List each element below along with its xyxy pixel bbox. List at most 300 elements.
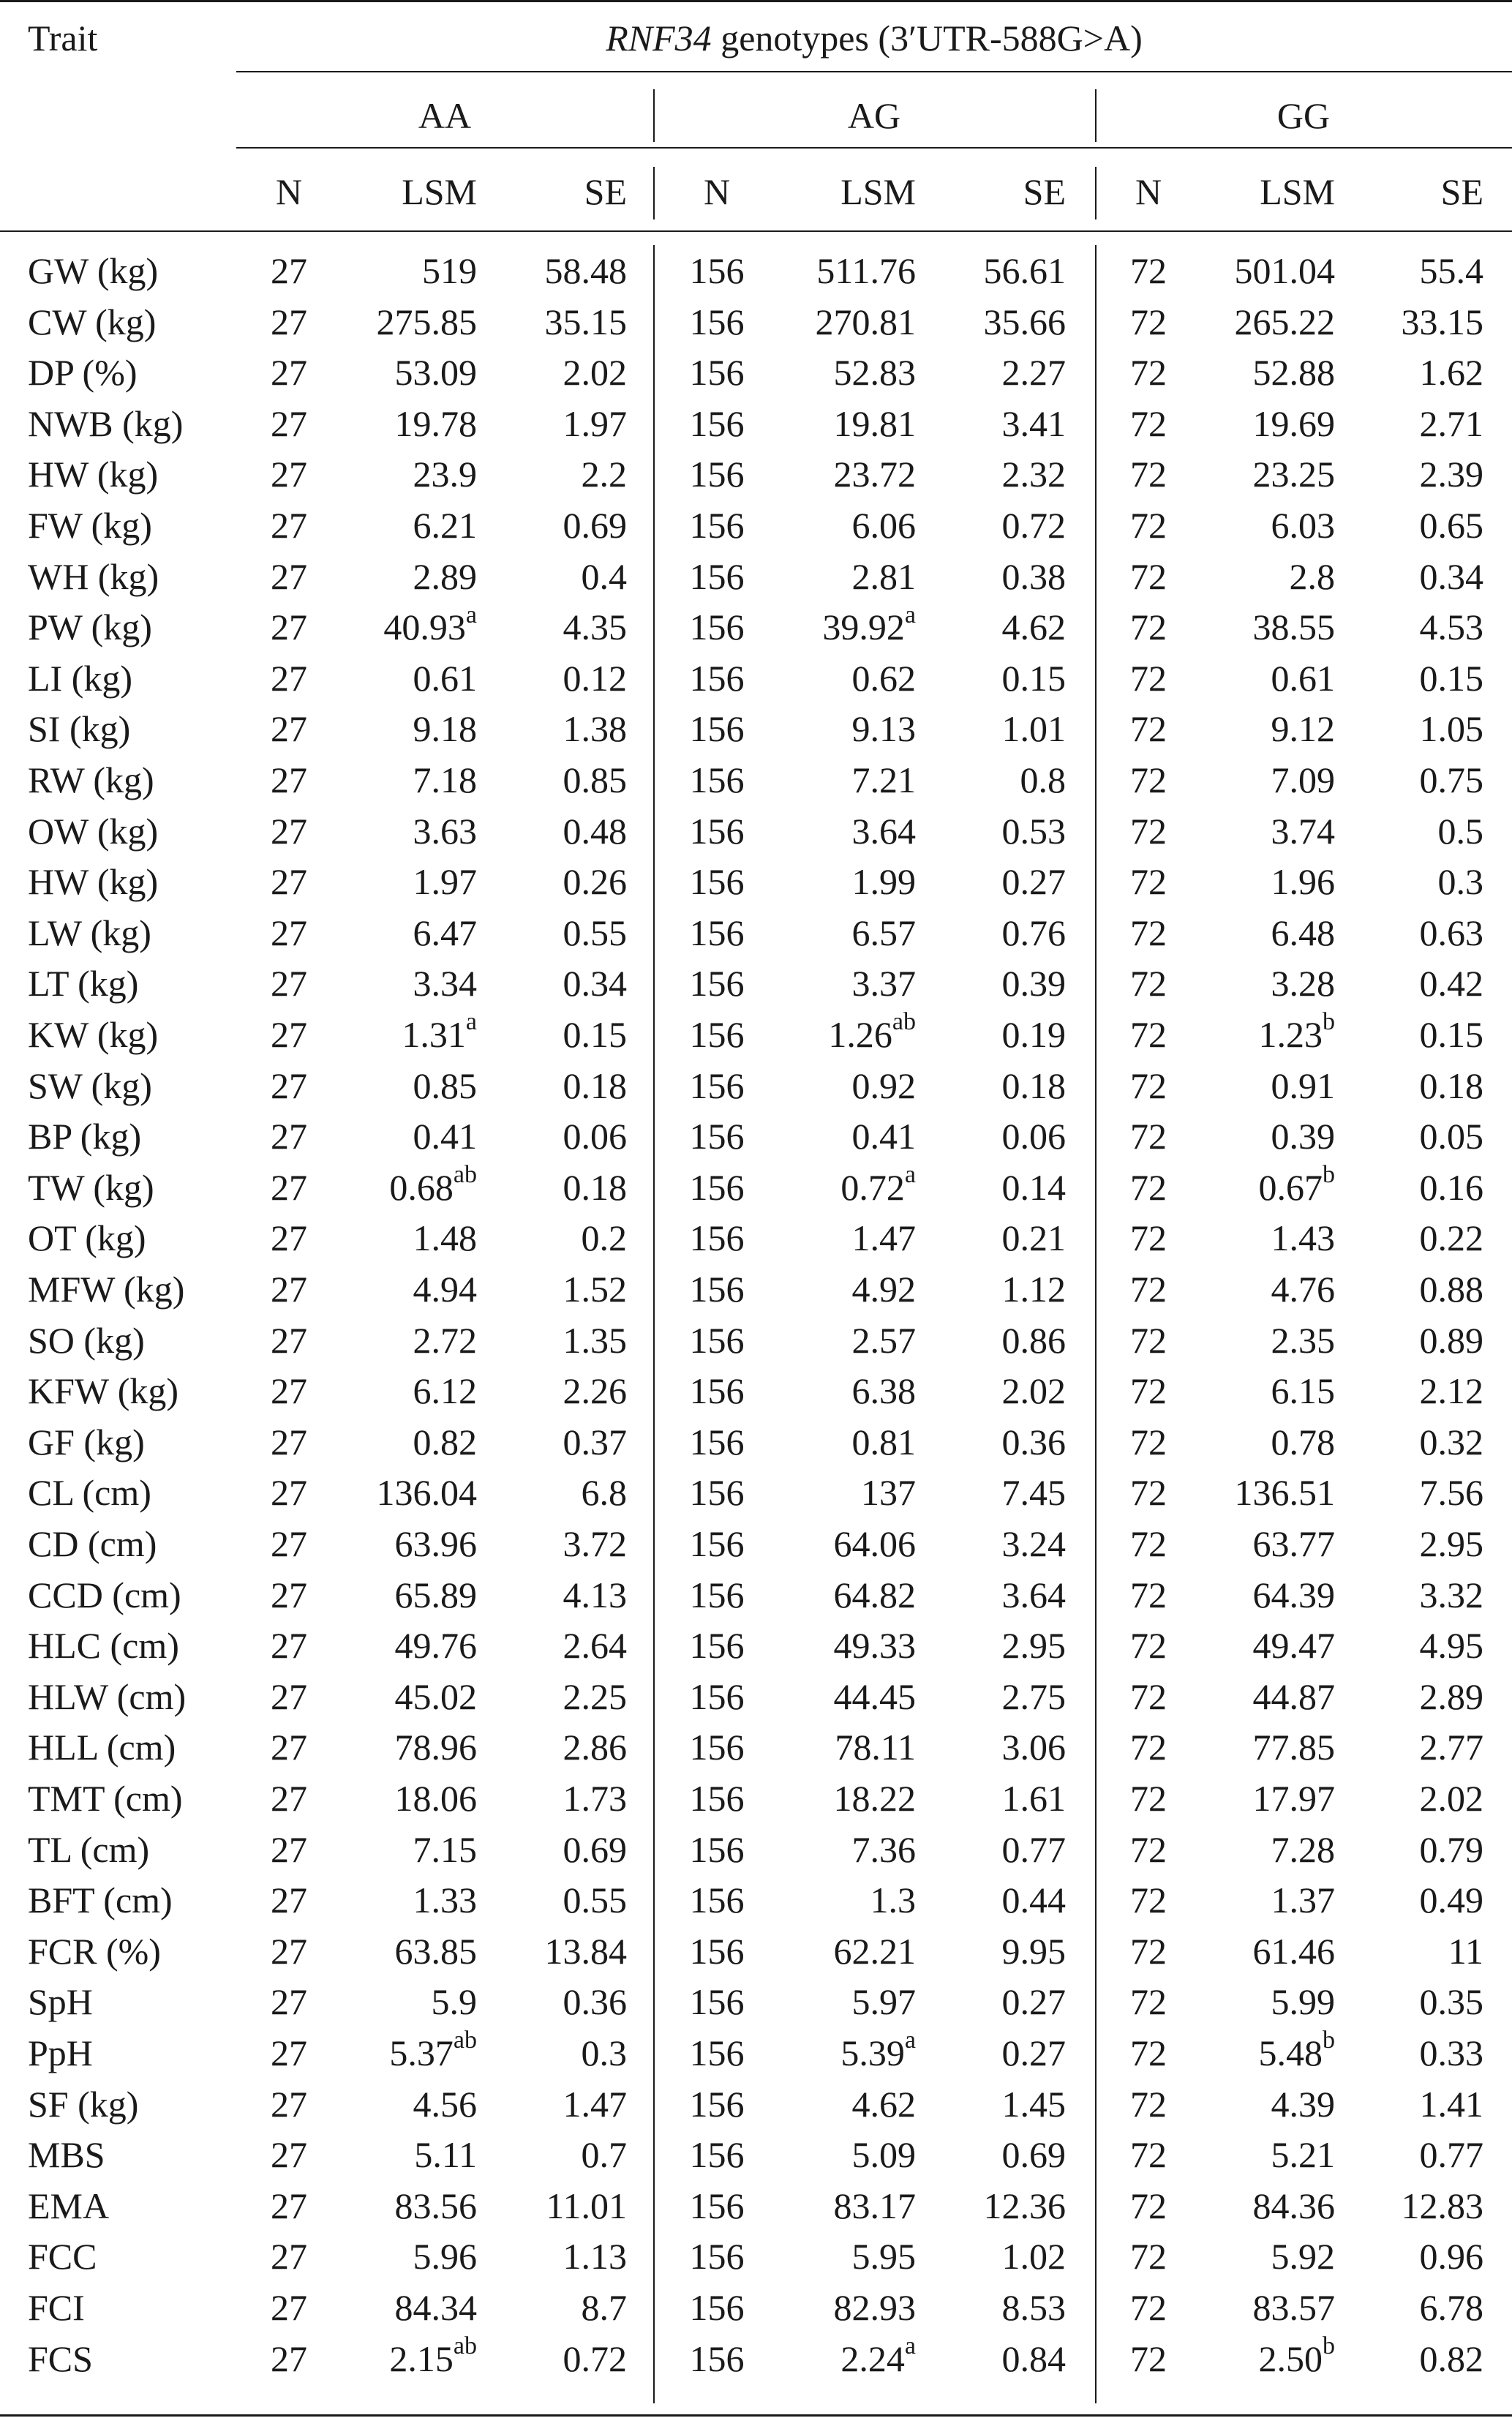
genotypes-header	[236, 16, 1512, 60]
cell-ag-se: 35.66	[983, 301, 1066, 342]
cell-gg-lsm	[1271, 1420, 1336, 1464]
trait-label: TMT (cm)	[28, 1778, 183, 1819]
cell-aa-lsm	[377, 300, 478, 344]
cell-gg-n: 72	[1130, 555, 1167, 597]
cell-ag-se: 1.45	[1001, 2083, 1066, 2125]
cell-ag-lsm	[870, 1878, 917, 1922]
cell-aa-se: 2.26	[563, 1370, 627, 1412]
trait-label: HLL (cm)	[28, 1727, 176, 1768]
lsm-value: 0.92	[851, 1065, 916, 1106]
cell-ag-lsm	[852, 1828, 917, 1871]
trait-label: DP (%)	[28, 352, 138, 394]
cell-ag-lsm	[834, 2286, 917, 2329]
cell-ag-lsm	[852, 1114, 917, 1158]
cell-gg-se: 0.32	[1419, 1421, 1483, 1463]
lsm-value: 65.89	[394, 1574, 477, 1615]
cell-gg-lsm	[1258, 1161, 1336, 1209]
lsm-value: 4.92	[851, 1269, 916, 1310]
lsm-value: 23.9	[413, 454, 477, 495]
cell-ag-lsm	[834, 1522, 917, 1566]
cell-ag-se: 2.27	[1001, 352, 1066, 394]
cell-aa-n: 27	[271, 1319, 307, 1361]
trait-label: OT (kg)	[28, 1217, 146, 1259]
lsm-value: 0.61	[413, 657, 477, 699]
cell-gg-se: 2.89	[1419, 1675, 1483, 1717]
lsm-value: 63.77	[1252, 1523, 1335, 1564]
cell-aa-se: 1.47	[563, 2083, 627, 2125]
cell-gg-se: 0.16	[1419, 1166, 1483, 1208]
cell-ag-se: 0.21	[1001, 1217, 1066, 1259]
cell-ag-lsm	[834, 2184, 917, 2228]
lsm-value: 45.02	[394, 1675, 477, 1717]
lsm-value: 6.57	[851, 912, 916, 953]
lsm-value: 2.89	[413, 555, 477, 597]
cell-ag-se: 2.95	[1001, 1625, 1066, 1667]
cell-gg-se: 2.77	[1419, 1727, 1483, 1768]
lsm-value: 2.57	[851, 1319, 916, 1361]
cell-ag-n: 156	[689, 402, 745, 444]
lsm-value: 4.62	[851, 2083, 916, 2125]
cell-ag-n: 156	[689, 1166, 745, 1208]
significance-letter: b	[1323, 2027, 1335, 2054]
cell-gg-n: 72	[1130, 2287, 1167, 2328]
lsm-value: 82.93	[833, 2287, 916, 2328]
lsm-value: 137	[861, 1472, 916, 1514]
cell-ag-lsm	[852, 1369, 917, 1413]
lsm-value: 63.85	[394, 1930, 477, 1972]
lsm-value: 64.39	[1252, 1574, 1335, 1615]
cell-gg-n: 72	[1130, 759, 1167, 800]
cell-ag-se: 0.69	[1001, 2134, 1066, 2176]
cell-gg-lsm	[1253, 1675, 1336, 1719]
cell-aa-se: 0.69	[563, 505, 627, 546]
cell-gg-n: 72	[1130, 2338, 1167, 2379]
trait-label: FW (kg)	[28, 505, 152, 546]
lsm-value: 44.45	[833, 1675, 916, 1717]
cell-gg-n: 72	[1130, 1981, 1167, 2023]
gg-subhead-se: SE	[1440, 171, 1483, 212]
cell-aa-n: 27	[271, 1116, 307, 1157]
ag-subhead-n: N	[703, 171, 731, 212]
lsm-value: 49.76	[394, 1625, 477, 1667]
cell-ag-n: 156	[689, 1930, 745, 1972]
cell-gg-se: 12.83	[1401, 2185, 1483, 2226]
cell-aa-n: 27	[271, 1472, 307, 1514]
cell-gg-se: 55.4	[1419, 250, 1483, 291]
cell-ag-n: 156	[689, 1828, 745, 1870]
cell-gg-lsm	[1271, 503, 1336, 547]
cell-gg-lsm	[1253, 1573, 1336, 1617]
lsm-value: 49.47	[1252, 1625, 1335, 1667]
cell-gg-se: 0.88	[1419, 1269, 1483, 1310]
cell-aa-se: 4.35	[563, 607, 627, 648]
lsm-value: 77.85	[1252, 1727, 1335, 1768]
cell-gg-lsm	[1253, 402, 1336, 446]
cell-gg-n: 72	[1130, 963, 1167, 1005]
cell-ag-lsm	[852, 1267, 917, 1311]
cell-ag-se: 0.86	[1001, 1319, 1066, 1361]
trait-label: HLC (cm)	[28, 1625, 179, 1667]
cell-ag-lsm	[852, 911, 917, 955]
cell-aa-se: 0.2	[581, 1217, 627, 1259]
cell-aa-se: 0.55	[563, 912, 627, 953]
cell-gg-se: 0.15	[1419, 1014, 1483, 1055]
cell-aa-lsm	[413, 2234, 478, 2278]
lsm-value: 270.81	[815, 301, 916, 342]
lsm-value: 5.95	[851, 2236, 916, 2278]
lsm-value: 17.97	[1252, 1778, 1335, 1819]
cell-gg-n: 72	[1130, 1166, 1167, 1208]
cell-aa-lsm	[395, 402, 478, 446]
cell-gg-se: 3.32	[1419, 1574, 1483, 1615]
cell-gg-se: 7.56	[1419, 1472, 1483, 1514]
cell-aa-se: 0.34	[563, 963, 627, 1005]
cell-ag-se: 3.64	[1001, 1574, 1066, 1615]
cell-ag-lsm	[852, 2133, 917, 2177]
cell-ag-n: 156	[689, 301, 745, 342]
cell-aa-lsm	[395, 1929, 478, 1973]
lsm-value: 0.41	[851, 1116, 916, 1157]
cell-aa-n: 27	[271, 555, 307, 597]
cell-aa-lsm	[395, 1573, 478, 1617]
cell-aa-lsm	[395, 1776, 478, 1820]
cell-aa-lsm	[413, 1114, 478, 1158]
cell-gg-n: 72	[1130, 2083, 1167, 2125]
cell-ag-n: 156	[689, 810, 745, 852]
lsm-value: 78.96	[394, 1727, 477, 1768]
cell-aa-lsm	[414, 2133, 477, 2177]
cell-gg-se: 4.95	[1419, 1625, 1483, 1667]
ag-subhead-lsm: LSM	[840, 171, 916, 212]
cell-gg-n: 72	[1130, 454, 1167, 495]
trait-label: KW (kg)	[28, 1014, 159, 1055]
lsm-value: 0.61	[1271, 657, 1335, 699]
cell-aa-se: 2.02	[563, 352, 627, 394]
lsm-value: 4.39	[1271, 2083, 1335, 2125]
cell-gg-n: 72	[1130, 1319, 1167, 1361]
group-divider-2-top	[1095, 89, 1097, 142]
cell-aa-se: 0.7	[581, 2134, 627, 2176]
cell-aa-lsm	[389, 2027, 477, 2075]
cell-ag-se: 0.38	[1001, 555, 1066, 597]
cell-gg-se: 0.79	[1419, 1828, 1483, 1870]
cell-gg-lsm	[1271, 2082, 1336, 2126]
group-aa: AA	[418, 95, 472, 136]
cell-gg-n: 72	[1130, 1014, 1167, 1055]
cell-gg-n: 72	[1130, 810, 1167, 852]
cell-aa-lsm	[383, 601, 477, 649]
lsm-value: 1.48	[413, 1217, 477, 1259]
cell-aa-se: 0.12	[563, 657, 627, 699]
cell-ag-n: 156	[689, 1675, 745, 1717]
cell-gg-se: 0.65	[1419, 505, 1483, 546]
cell-ag-se: 0.14	[1001, 1166, 1066, 1208]
trait-label: KFW (kg)	[28, 1370, 179, 1412]
lsm-value: 501.04	[1234, 250, 1335, 291]
cell-aa-lsm	[413, 1216, 478, 1260]
cell-gg-lsm	[1253, 1929, 1336, 1973]
cell-gg-se: 4.53	[1419, 607, 1483, 648]
cell-aa-se: 1.13	[563, 2236, 627, 2278]
cell-aa-se: 1.97	[563, 402, 627, 444]
cell-gg-lsm	[1253, 1776, 1336, 1820]
cell-ag-lsm	[834, 1776, 917, 1820]
cell-ag-lsm	[861, 1471, 916, 1514]
cell-aa-lsm	[395, 1623, 478, 1667]
cell-gg-se: 0.34	[1419, 555, 1483, 597]
cell-ag-lsm	[852, 707, 917, 751]
cell-aa-lsm	[402, 1008, 477, 1056]
cell-gg-se: 2.12	[1419, 1370, 1483, 1412]
cell-aa-n: 27	[271, 2083, 307, 2125]
cell-aa-se: 1.35	[563, 1319, 627, 1361]
cell-ag-lsm	[816, 249, 916, 293]
cell-aa-n: 27	[271, 1269, 307, 1310]
cell-gg-se: 0.89	[1419, 1319, 1483, 1361]
cell-aa-se: 0.3	[581, 2032, 627, 2073]
significance-letter: a	[465, 1008, 477, 1036]
cell-ag-se: 1.02	[1001, 2236, 1066, 2278]
cell-ag-lsm	[816, 300, 917, 344]
cell-gg-n: 72	[1130, 1828, 1167, 1870]
lsm-value: 2.15	[389, 2338, 454, 2379]
aa-subhead-n: N	[275, 171, 303, 212]
cell-gg-n: 72	[1130, 250, 1167, 291]
trait-label: SI (kg)	[28, 708, 131, 750]
cell-gg-n: 72	[1130, 657, 1167, 699]
lsm-value: 84.34	[394, 2287, 477, 2328]
cell-aa-lsm	[413, 1267, 478, 1311]
cell-gg-se: 0.82	[1419, 2338, 1483, 2379]
trait-label: BFT (cm)	[28, 1880, 173, 1921]
lsm-value: 53.09	[394, 352, 477, 394]
cell-gg-se: 0.49	[1419, 1880, 1483, 1921]
cell-ag-se: 3.06	[1001, 1727, 1066, 1768]
lsm-value: 83.17	[833, 2185, 916, 2226]
lsm-value: 6.21	[413, 505, 477, 546]
lsm-value: 63.96	[394, 1523, 477, 1564]
cell-aa-n: 27	[271, 708, 307, 750]
cell-gg-se: 0.18	[1419, 1065, 1483, 1106]
cell-ag-se: 0.84	[1001, 2338, 1066, 2379]
cell-aa-n: 27	[271, 2185, 307, 2226]
cell-ag-se: 0.8	[1020, 759, 1066, 800]
group-divider-2-body	[1095, 245, 1097, 2403]
trait-label: FCC	[28, 2236, 97, 2278]
cell-ag-lsm	[822, 601, 916, 649]
cell-aa-n: 27	[271, 1217, 307, 1259]
lsm-value: 5.92	[1271, 2236, 1335, 2278]
lsm-value: 52.83	[833, 352, 916, 394]
cell-ag-lsm	[852, 503, 917, 547]
cell-gg-n: 72	[1130, 301, 1167, 342]
cell-ag-n: 156	[689, 1269, 745, 1310]
trait-label: NWB (kg)	[28, 402, 184, 444]
cell-gg-lsm	[1271, 758, 1336, 802]
cell-ag-se: 0.19	[1001, 1014, 1066, 1055]
cell-gg-se: 2.71	[1419, 402, 1483, 444]
trait-header: Trait	[28, 18, 98, 59]
cell-aa-se: 0.72	[563, 2338, 627, 2379]
cell-gg-lsm	[1271, 1828, 1336, 1871]
cell-gg-lsm	[1271, 656, 1336, 700]
cell-ag-lsm	[840, 2027, 916, 2075]
lsm-value: 44.87	[1252, 1675, 1335, 1717]
significance-letter: b	[1323, 1008, 1335, 1036]
lsm-value: 5.11	[414, 2134, 477, 2176]
lsm-value: 6.47	[413, 912, 477, 953]
gg-subhead-lsm: LSM	[1260, 171, 1335, 212]
cell-gg-se: 11	[1448, 1930, 1483, 1972]
cell-ag-se: 8.53	[1001, 2287, 1066, 2328]
lsm-value: 1.97	[413, 861, 477, 903]
significance-letter: a	[904, 1161, 916, 1189]
cell-aa-lsm	[413, 1369, 478, 1413]
trait-label: MFW (kg)	[28, 1269, 185, 1310]
cell-ag-n: 156	[689, 1880, 745, 1921]
cell-gg-lsm	[1258, 1008, 1336, 1056]
cell-ag-n: 156	[689, 2185, 745, 2226]
cell-gg-se: 0.05	[1419, 1116, 1483, 1157]
cell-aa-n: 27	[271, 2134, 307, 2176]
cell-gg-lsm	[1271, 1216, 1336, 1260]
cell-aa-n: 27	[271, 454, 307, 495]
lsm-value: 2.24	[840, 2338, 905, 2379]
cell-ag-lsm	[852, 1420, 917, 1464]
cell-gg-n: 72	[1130, 2236, 1167, 2278]
cell-gg-lsm	[1258, 2027, 1336, 2075]
lsm-value: 1.3	[870, 1880, 916, 1921]
genotypes-suffix: genotypes (3′UTR-588G>A)	[711, 18, 1143, 59]
cell-gg-lsm	[1271, 707, 1336, 751]
cell-ag-se: 2.75	[1001, 1675, 1066, 1717]
lsm-value: 1.26	[828, 1014, 892, 1055]
cell-aa-n: 27	[271, 2338, 307, 2379]
cell-ag-se: 0.06	[1001, 1116, 1066, 1157]
cell-ag-se: 9.95	[1001, 1930, 1066, 1972]
cell-aa-n: 27	[271, 402, 307, 444]
cell-gg-se: 2.95	[1419, 1523, 1483, 1564]
lsm-value: 7.15	[413, 1828, 477, 1870]
trait-label: SO (kg)	[28, 1319, 145, 1361]
cell-aa-lsm	[413, 1318, 478, 1362]
trait-label: FCI	[28, 2287, 85, 2328]
lsm-value: 62.21	[833, 1930, 916, 1972]
lsm-value: 7.36	[851, 1828, 916, 1870]
cell-ag-se: 2.32	[1001, 454, 1066, 495]
lsm-value: 0.91	[1271, 1065, 1335, 1106]
cell-aa-lsm	[389, 1161, 477, 1209]
trait-label: MBS	[28, 2134, 105, 2176]
cell-ag-n: 156	[689, 555, 745, 597]
lsm-value: 0.85	[413, 1065, 477, 1106]
cell-aa-n: 27	[271, 2032, 307, 2073]
trait-label: EMA	[28, 2185, 110, 2226]
cell-gg-n: 72	[1130, 1574, 1167, 1615]
trait-label: TW (kg)	[28, 1166, 154, 1208]
cell-gg-lsm	[1271, 1980, 1336, 2024]
cell-ag-se: 0.39	[1001, 963, 1066, 1005]
cell-aa-se: 13.84	[544, 1930, 627, 1972]
lsm-value: 61.46	[1252, 1930, 1335, 1972]
cell-gg-se: 1.41	[1419, 2083, 1483, 2125]
trait-label: CCD (cm)	[28, 1574, 181, 1615]
lsm-value: 23.25	[1252, 454, 1335, 495]
cell-gg-lsm	[1271, 1878, 1336, 1922]
lsm-value: 1.47	[851, 1217, 916, 1259]
cell-aa-lsm	[395, 2286, 478, 2329]
cell-aa-n: 27	[271, 861, 307, 903]
cell-gg-se: 1.62	[1419, 352, 1483, 394]
trait-label: HW (kg)	[28, 454, 159, 495]
trait-label: FCS	[28, 2338, 93, 2379]
cell-aa-n: 27	[271, 1625, 307, 1667]
cell-aa-lsm	[413, 758, 478, 802]
cell-aa-lsm	[413, 1420, 478, 1464]
lsm-value: 0.82	[413, 1421, 477, 1463]
header-rule	[0, 230, 1512, 232]
trait-label: GW (kg)	[28, 250, 159, 291]
cell-aa-n: 27	[271, 1574, 307, 1615]
cell-gg-n: 72	[1130, 1930, 1167, 1972]
cell-aa-lsm	[395, 2184, 478, 2228]
cell-ag-n: 156	[689, 1319, 745, 1361]
cell-aa-se: 58.48	[544, 250, 627, 291]
cell-ag-n: 156	[689, 1370, 745, 1412]
cell-gg-se: 0.5	[1437, 810, 1483, 852]
lsm-value: 5.9	[431, 1981, 477, 2023]
cell-ag-n: 156	[689, 1116, 745, 1157]
cell-aa-lsm	[413, 503, 478, 547]
lsm-value: 3.64	[851, 810, 916, 852]
cell-aa-se: 0.15	[563, 1014, 627, 1055]
cell-gg-lsm	[1271, 1064, 1336, 1108]
cell-ag-se: 0.27	[1001, 861, 1066, 903]
cell-gg-se: 33.15	[1401, 301, 1483, 342]
cell-aa-n: 27	[271, 1421, 307, 1463]
cell-aa-lsm	[389, 2332, 477, 2381]
cell-aa-n: 27	[271, 1880, 307, 1921]
lsm-value: 2.50	[1258, 2338, 1323, 2379]
bottom-rule	[0, 2414, 1512, 2417]
lsm-value: 78.11	[835, 1727, 916, 1768]
cell-ag-n: 156	[689, 250, 745, 291]
cell-aa-n: 27	[271, 505, 307, 546]
cell-ag-n: 156	[689, 1472, 745, 1514]
group-divider-2-sub	[1095, 167, 1097, 219]
trait-label: SpH	[28, 1981, 93, 2023]
cell-ag-se: 12.36	[983, 2185, 1066, 2226]
cell-aa-se: 2.64	[563, 1625, 627, 1667]
cell-gg-se: 0.3	[1437, 861, 1483, 903]
lsm-value: 0.41	[413, 1116, 477, 1157]
cell-aa-n: 27	[271, 657, 307, 699]
cell-gg-n: 72	[1130, 1421, 1167, 1463]
cell-ag-lsm	[834, 350, 917, 394]
lsm-value: 6.06	[851, 505, 916, 546]
cell-aa-lsm	[422, 249, 477, 293]
cell-ag-n: 156	[689, 861, 745, 903]
lsm-value: 1.96	[1271, 861, 1335, 903]
lsm-value: 3.74	[1271, 810, 1335, 852]
cell-gg-lsm	[1253, 2286, 1336, 2329]
ag-subhead-se: SE	[1023, 171, 1066, 212]
cell-ag-n: 156	[689, 1523, 745, 1564]
trait-label: CL (cm)	[28, 1472, 151, 1514]
cell-ag-n: 156	[689, 912, 745, 953]
lsm-value: 19.69	[1252, 402, 1335, 444]
trait-label: PpH	[28, 2032, 93, 2073]
